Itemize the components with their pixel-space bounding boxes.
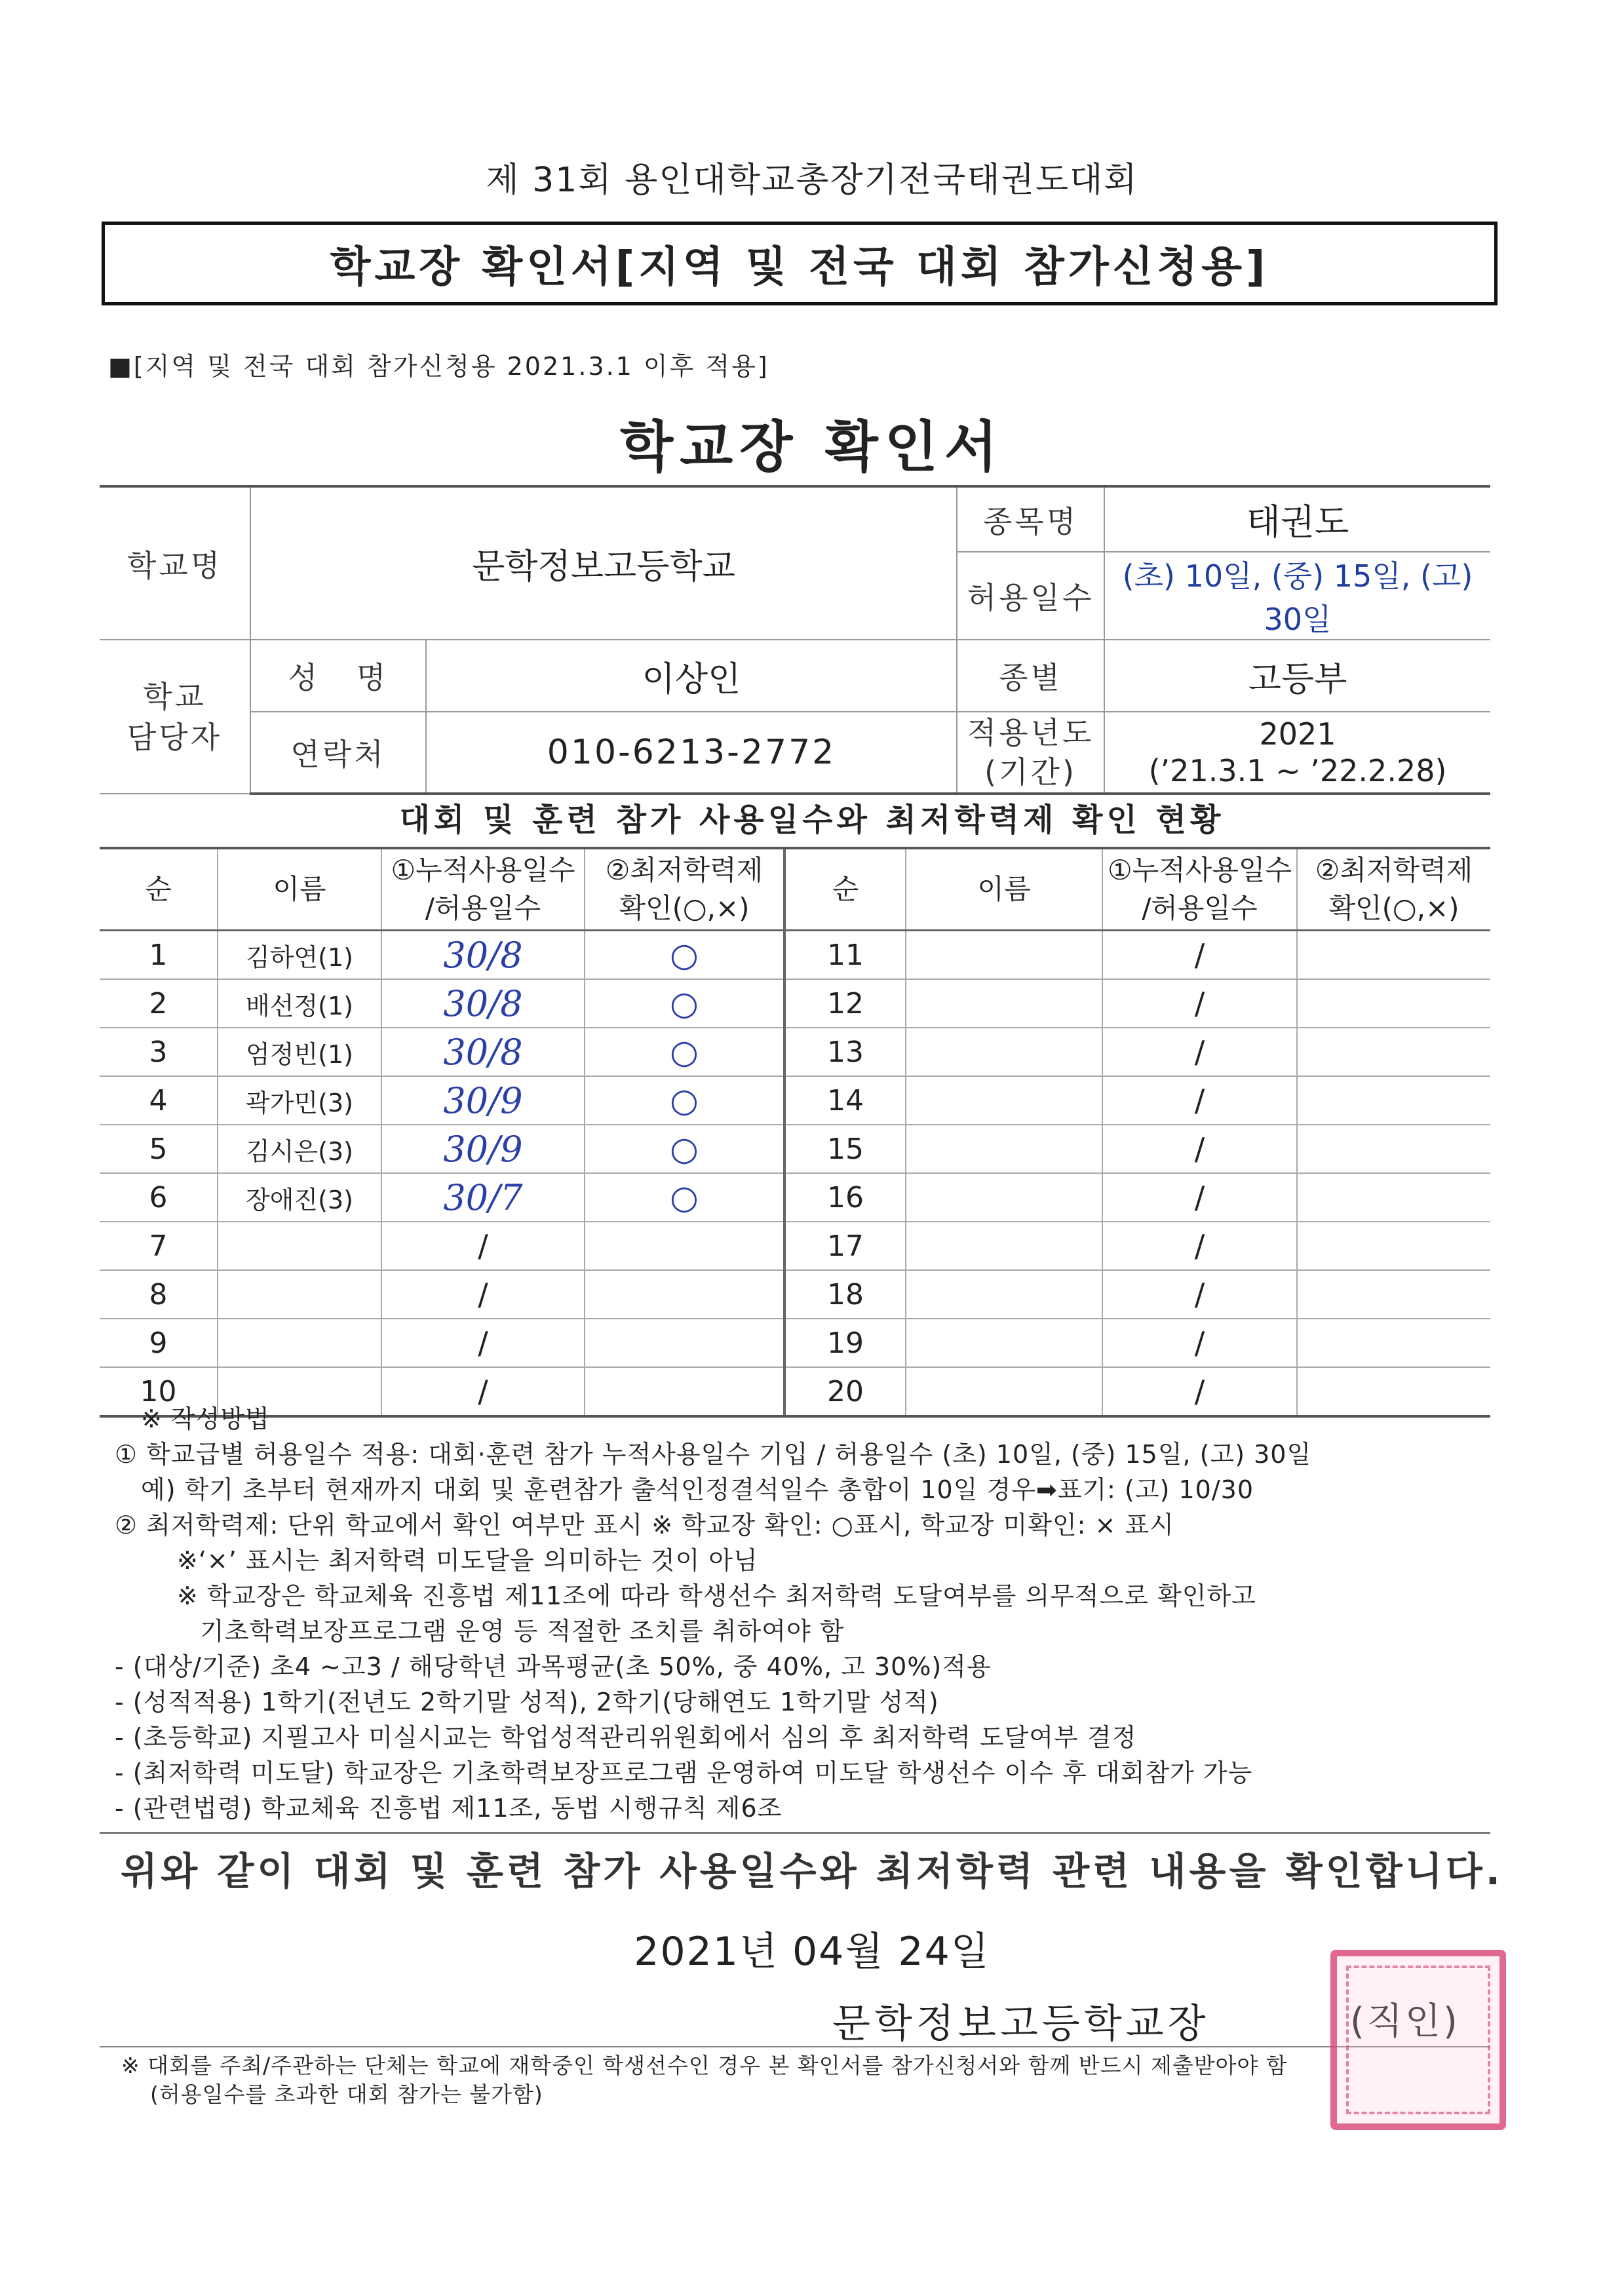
phone-label: 연락처	[250, 712, 426, 794]
row-check-2	[1297, 1319, 1490, 1367]
row-check: ○	[585, 1173, 784, 1222]
row-no-2: 12	[784, 979, 906, 1028]
row-check-2	[1297, 1270, 1490, 1319]
notes-heading: ※ 작성방법	[141, 1405, 270, 1433]
roster-section-title: 대회 및 훈련 참가 사용일수와 최저학력제 확인 현황	[399, 802, 1225, 838]
row-no: 9	[100, 1319, 218, 1367]
year-label	[957, 712, 1104, 794]
seal-label: (직인)	[1350, 2000, 1460, 2043]
contact-label	[100, 640, 250, 794]
row-name-2	[906, 1028, 1102, 1076]
note-2b: ※ 학교장은 학교체육 진흥법 제11조에 따라 학생선수 최저학력 도달여부를 의무적으로 확인하고	[177, 1581, 1256, 1610]
row-days-2: /	[1102, 1367, 1297, 1416]
row-no: 6	[100, 1173, 218, 1222]
row-days-2: /	[1102, 931, 1297, 980]
table-row	[100, 1076, 1490, 1125]
form-title-box	[102, 222, 1498, 305]
detail-3: - (초등학교) 지필고사 미실시교는 학업성적관리위원회에서 심의 후 최저학력 도달여부 결정	[115, 1723, 1137, 1752]
row-no-2: 11	[784, 931, 906, 980]
contact-name-value: 이상인	[426, 640, 957, 712]
row-name: 배선정(1)	[218, 979, 381, 1028]
detail-2: - (성적적용) 1학기(전년도 2학기말 성적), 2학기(당해연도 1학기말 성적)	[115, 1688, 939, 1716]
row-no-2: 19	[784, 1319, 906, 1367]
row-name: 김하연(1)	[218, 931, 381, 980]
row-days: 30/9	[381, 1125, 585, 1173]
col-grade-line2: 확인(○,×)	[619, 892, 750, 924]
table-row	[100, 1028, 1490, 1076]
row-name-2	[906, 1270, 1102, 1319]
row-name-2	[906, 931, 1102, 980]
row-no-2: 17	[784, 1222, 906, 1270]
col-days-line1-2: ①누적사용일수	[1107, 854, 1292, 886]
row-name-2	[906, 1125, 1102, 1173]
row-name-2	[906, 1076, 1102, 1125]
col-no-header: 순	[100, 848, 218, 931]
row-name	[218, 1319, 381, 1367]
row-check-2	[1297, 1076, 1490, 1125]
writing-instructions	[115, 1401, 1504, 1826]
school-info-table	[100, 485, 1490, 795]
table-row	[100, 931, 1490, 980]
row-days: 30/7	[381, 1173, 585, 1222]
row-days-2: /	[1102, 1270, 1297, 1319]
row-days: 30/9	[381, 1076, 585, 1125]
row-check: ○	[585, 931, 784, 980]
roster-table	[100, 847, 1490, 1418]
footer-line-1: ※ 대회를 주최/주관하는 단체는 학교에 재학중인 학생선수인 경우 본 확인서를 참가신청서와 함께 반드시 제출받아야 함	[121, 2053, 1288, 2078]
competition-name: 제 31회 용인대학교총장기전국태권도대회	[486, 161, 1138, 200]
row-name: 엄정빈(1)	[218, 1028, 381, 1076]
allowed-days-value: (초) 10일, (중) 15일, (고) 30일	[1104, 552, 1490, 640]
row-days: 30/8	[381, 979, 585, 1028]
document-title: 학교장 확인서	[619, 415, 1005, 479]
row-no-2: 18	[784, 1270, 906, 1319]
footer-line-2: (허용일수를 초과한 대회 참가는 불가함)	[150, 2082, 543, 2107]
detail-1: - (대상/기준) 초4 ~고3 / 해당학년 과목평균(초 50%, 중 40%, 고 30%)적용	[115, 1652, 992, 1681]
row-name-2	[906, 1173, 1102, 1222]
note-1: ① 학교급별 허용일수 적용: 대회·훈련 참가 누적사용일수 기입 / 허용일수 (초) 10일, (중) 15일, (고) 30일	[115, 1440, 1312, 1469]
row-days-2: /	[1102, 1076, 1297, 1125]
col-grade-line2-2: 확인(○,×)	[1328, 892, 1460, 924]
contact-label-line1: 학교	[143, 678, 206, 714]
row-check-2	[1297, 931, 1490, 980]
detail-5: - (관련법령) 학교체육 진흥법 제11조, 동법 시행규칙 제6조	[115, 1794, 783, 1823]
row-name: 곽가민(3)	[218, 1076, 381, 1125]
note-1-example: 예) 학기 초부터 현재까지 대회 및 훈련참가 출석인정결석일수 총합이 10일 경우➡표기: (고) 10/30	[141, 1475, 1254, 1504]
note-2: ② 최저학력제: 단위 학교에서 확인 여부만 표시 ※ 학교장 확인: ○표시, 학교장 미확인: × 표시	[115, 1511, 1174, 1540]
event-label: 종목명	[957, 486, 1104, 552]
table-row	[100, 1270, 1490, 1319]
row-no-2: 16	[784, 1173, 906, 1222]
school-name-value: 문학정보고등학교	[250, 486, 957, 640]
row-check: ○	[585, 979, 784, 1028]
row-check-2	[1297, 1222, 1490, 1270]
row-days: /	[381, 1319, 585, 1367]
col-grade-header-2	[1297, 848, 1490, 931]
roster-body	[100, 931, 1490, 1417]
row-name: 장애진(3)	[218, 1173, 381, 1222]
table-row	[100, 1173, 1490, 1222]
row-name	[218, 1222, 381, 1270]
row-days-2: /	[1102, 1173, 1297, 1222]
school-name-label: 학교명	[100, 486, 250, 640]
name-label: 성 명	[250, 640, 426, 712]
col-name-header-2: 이름	[906, 848, 1102, 931]
note-2a: ※‘×’ 표시는 최저학력 미도달을 의미하는 것이 아님	[177, 1546, 758, 1575]
row-no-2: 20	[784, 1367, 906, 1416]
row-days-2: /	[1102, 1028, 1297, 1076]
form-title: 학교장 확인서[지역 및 전국 대회 참가신청용]	[330, 243, 1269, 292]
row-days: /	[381, 1270, 585, 1319]
row-days-2: /	[1102, 1222, 1297, 1270]
table-row	[100, 979, 1490, 1028]
principal-title: 문학정보고등학교장	[832, 2001, 1210, 2047]
row-check	[585, 1270, 784, 1319]
year-value-line1: 2021	[1259, 716, 1336, 752]
phone-value: 010-6213-2772	[426, 712, 957, 794]
row-name-2	[906, 1222, 1102, 1270]
contact-label-line2: 담당자	[126, 719, 223, 755]
event-value: 태권도	[1104, 486, 1490, 552]
col-days-line1: ①누적사용일수	[391, 854, 575, 886]
allowed-days-label: 허용일수	[957, 552, 1104, 640]
row-name-2	[906, 979, 1102, 1028]
row-days: /	[381, 1222, 585, 1270]
row-check: ○	[585, 1076, 784, 1125]
row-check	[585, 1319, 784, 1367]
col-days-line2-2: /허용일수	[1142, 892, 1258, 924]
row-no: 10	[100, 1367, 218, 1416]
col-no-header-2: 순	[784, 848, 906, 931]
confirmation-statement: 위와 같이 대회 및 훈련 참가 사용일수와 최저학력 관련 내용을 확인합니다.	[121, 1849, 1503, 1893]
row-name: 김시은(3)	[218, 1125, 381, 1173]
row-no: 7	[100, 1222, 218, 1270]
row-name-2	[906, 1319, 1102, 1367]
row-check: ○	[585, 1028, 784, 1076]
row-no: 5	[100, 1125, 218, 1173]
notes-divider	[100, 1832, 1490, 1834]
detail-4: - (최저학력 미도달) 학교장은 기초학력보장프로그램 운영하여 미도달 학생선수 이수 후 대회참가 가능	[115, 1758, 1253, 1787]
table-row	[100, 1125, 1490, 1173]
col-name-header: 이름	[218, 848, 381, 931]
row-days: 30/8	[381, 1028, 585, 1076]
col-days-header-2	[1102, 848, 1297, 931]
col-grade-header	[585, 848, 784, 931]
year-value	[1104, 712, 1490, 794]
col-days-line2: /허용일수	[425, 892, 541, 924]
table-row	[100, 1222, 1490, 1270]
apply-note: ■[지역 및 전국 대회 참가신청용 2021.3.1 이후 적용]	[108, 352, 769, 381]
row-no-2: 13	[784, 1028, 906, 1076]
col-grade-line1: ②최저학력제	[605, 854, 764, 886]
year-label-line1: 적용년도	[967, 715, 1094, 750]
row-check-2	[1297, 1028, 1490, 1076]
division-value: 고등부	[1104, 640, 1490, 712]
row-no: 1	[100, 931, 218, 980]
row-days: /	[381, 1367, 585, 1416]
row-check-2	[1297, 1125, 1490, 1173]
row-name	[218, 1270, 381, 1319]
row-check	[585, 1222, 784, 1270]
year-label-line2: (기간)	[984, 754, 1077, 790]
row-check: ○	[585, 1125, 784, 1173]
row-no-2: 15	[784, 1125, 906, 1173]
footer-divider	[100, 2046, 1490, 2047]
row-check-2	[1297, 1173, 1490, 1222]
roster-header-row	[100, 848, 1490, 931]
note-2c: 기초학력보장프로그램 운영 등 적절한 조치를 취하여야 함	[200, 1617, 845, 1646]
year-value-line2: (’21.3.1 ~ ’22.2.28)	[1148, 753, 1447, 788]
col-days-header	[381, 848, 585, 931]
row-days-2: /	[1102, 1125, 1297, 1173]
division-label: 종별	[957, 640, 1104, 712]
col-grade-line1-2: ②최저학력제	[1315, 854, 1473, 886]
row-no-2: 14	[784, 1076, 906, 1125]
footer-note	[121, 2051, 1498, 2109]
row-days-2: /	[1102, 1319, 1297, 1367]
row-no: 2	[100, 979, 218, 1028]
document-date: 2021년 04월 24일	[634, 1929, 990, 1975]
row-days: 30/8	[381, 931, 585, 980]
table-row	[100, 1319, 1490, 1367]
school-seal-stamp	[1330, 1950, 1506, 2130]
row-no: 4	[100, 1076, 218, 1125]
row-no: 8	[100, 1270, 218, 1319]
row-days-2: /	[1102, 979, 1297, 1028]
row-check-2	[1297, 979, 1490, 1028]
row-no: 3	[100, 1028, 218, 1076]
